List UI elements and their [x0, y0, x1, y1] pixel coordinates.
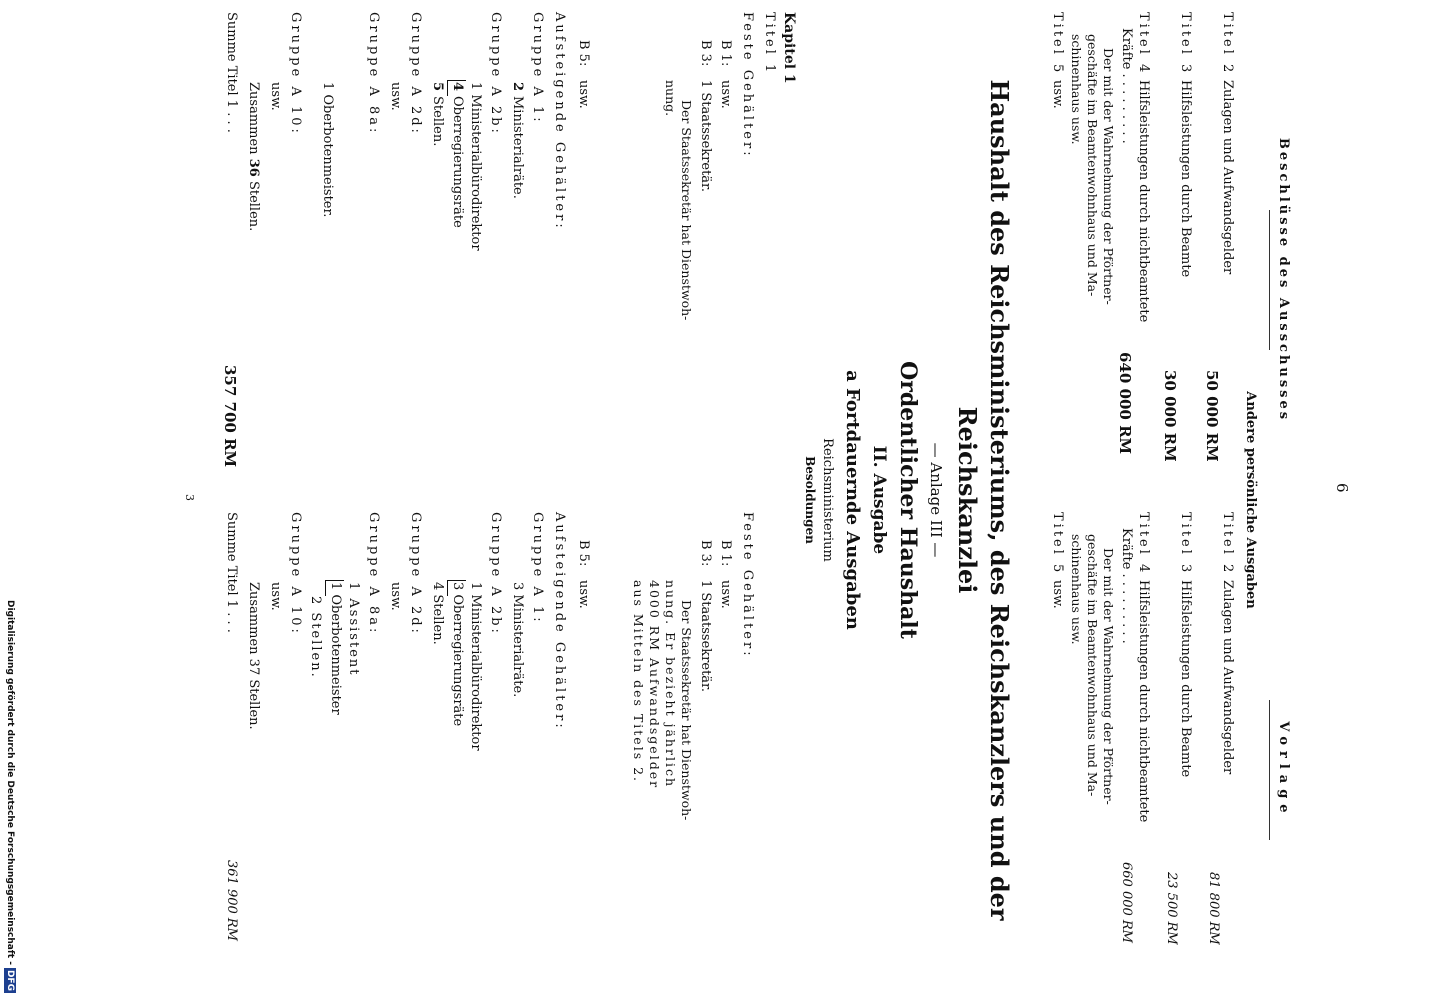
summe-titel1: Summe Titel 1 . . . [224, 12, 239, 133]
a2d-text: usw. [388, 582, 403, 611]
b3-note4: aus Mitteln des Titels 2. [631, 580, 646, 784]
a2b-bracket [448, 580, 466, 581]
a8a-text: 1 Oberbotenmeister. [320, 82, 335, 218]
titel5-text: usw. [1050, 80, 1065, 109]
gruppe-a1: Gruppe A 1: [530, 12, 545, 125]
zusammen-pre: Zusammen [246, 82, 261, 155]
b5-text: usw. [576, 580, 591, 609]
b3-text: 1 Staatssekretär. [698, 580, 713, 692]
a10-text: usw. [268, 82, 283, 111]
summe-amount: 357 700 RM [221, 365, 239, 468]
feste-gehaelter: Feste Gehälter: [740, 12, 755, 159]
a1-text: 3 Ministerialräte. [510, 582, 525, 698]
titel3-amount: 30 000 RM [1161, 370, 1179, 462]
titel2-amount: 81 800 RM [1206, 872, 1221, 945]
a2b-sum-rule [447, 80, 448, 96]
a2b-bracket [448, 80, 466, 81]
right-heading-rule [1269, 700, 1270, 840]
dfg-watermark [4, 600, 16, 993]
b3-note1: Der Staatssekretär hat Dienstwoh- [679, 100, 694, 321]
b1-label: B 1: [718, 40, 733, 67]
a8a-line2: 1 Oberbotenmeister [328, 582, 343, 715]
gruppe-a2d: Gruppe A 2d: [408, 12, 423, 136]
titel2-label: Titel 2 [1220, 12, 1235, 76]
a2b-sum: Stellen. [430, 96, 445, 147]
gruppe-a2b: Gruppe A 2b: [488, 512, 503, 636]
dfg-logo-icon: DFG [5, 969, 15, 991]
b3-note3: 4000 RM Aufwandsgelder [647, 580, 662, 790]
b5-label: B 5: [576, 540, 591, 567]
feste-gehaelter: Feste Gehälter: [740, 512, 755, 659]
reichsministerium-label: Reichsministerium [820, 438, 835, 562]
a2b-sum: 4 Stellen. [430, 582, 445, 645]
b5-label: B 5: [576, 40, 591, 67]
a2b-line1: 1 Ministerialbürodirektor [468, 582, 483, 751]
page-number: 6 [1333, 483, 1351, 493]
gruppe-a10: Gruppe A 10: [288, 12, 303, 136]
titel2-label: Titel 2 [1220, 512, 1235, 576]
gruppe-a8a: Gruppe A 8a: [366, 512, 381, 636]
ausgabe-heading: II. Ausgabe [869, 445, 889, 555]
zusammen-count: 36 [246, 158, 261, 177]
a8a-sum: 2 Stellen. [308, 596, 323, 679]
titel3-text: Hilfsleistungen durch Beamte [1178, 580, 1193, 778]
titel4-note1: Der mit der Wahrnehmung der Pförtner- [1101, 48, 1116, 305]
a2b-line1: 1 Ministerialbürodirektor [468, 82, 483, 251]
titel4-note2: geschäfte im Beamtenwohnhaus und Ma- [1085, 34, 1100, 297]
titel5-text: usw. [1050, 580, 1065, 609]
titel3-amount: 23 500 RM [1164, 872, 1179, 945]
titel1-label: Titel 1 [762, 12, 777, 76]
summe-amount: 361 900 RM [224, 860, 239, 941]
gruppe-a2d: Gruppe A 2d: [408, 512, 423, 636]
dfg-watermark-text: Digitalisierung gefördert durch die Deutsche Forschungsgemeinschaft - [5, 600, 15, 965]
gruppe-a2b: Gruppe A 2b: [488, 12, 503, 136]
titel4-amount: 640 000 RM [1116, 352, 1134, 455]
fortdauernde-ausgaben: a Fortdauernde Ausgaben [842, 370, 863, 630]
b3-text: 1 Staatssekretär. [698, 80, 713, 192]
a8a-sum-rule [325, 580, 326, 596]
anlage-label: — Anlage III — [927, 442, 945, 558]
b3-note2: nung. Er bezieht jährlich [663, 580, 678, 789]
titel2-amount: 50 000 RM [1203, 370, 1221, 462]
titel5-label: Titel 5 [1050, 12, 1065, 76]
titel4-text: Hilfsleistungen durch nichtbeamtete [1136, 80, 1151, 323]
a8a-line1: 1 Assistent [346, 582, 361, 677]
titel2-text: Zulagen und Aufwandsgelder [1220, 580, 1235, 775]
aufsteigende-gehaelter: Aufsteigende Gehälter: [552, 512, 567, 731]
summe-titel1: Summe Titel 1 . . . [224, 512, 239, 633]
b1-text: usw. [718, 80, 733, 109]
titel4-text2: Kräfte . . . . . . . . . [1119, 528, 1134, 644]
a2b-sum-count: 5 [430, 82, 445, 92]
titel3-label: Titel 3 [1178, 512, 1193, 576]
a2b-line2: 3 Oberregierungsräte [450, 582, 465, 727]
aufsteigende-gehaelter: Aufsteigende Gehälter: [552, 12, 567, 231]
left-column-heading: Beschlüsse des Ausschusses [1276, 137, 1291, 423]
section-heading-other: Andere persönliche Ausgaben [1243, 391, 1258, 609]
titel3-label: Titel 3 [1178, 12, 1193, 76]
a1-text: Ministerialräte. [510, 96, 525, 199]
b3-note1: Der Staatssekretär hat Dienstwoh- [679, 600, 694, 821]
footer-page-number: 3 [183, 494, 196, 501]
a1-count: 2 [510, 82, 525, 92]
b5-text: usw. [576, 80, 591, 109]
haushalt-title-line2: Reichskanzlei [953, 406, 982, 594]
gruppe-a8a: Gruppe A 8a: [366, 12, 381, 136]
haushalt-title-line1: Haushalt des Reichsministeriums, des Reichskanzlers und der [985, 79, 1014, 921]
zusammen-label: Zusammen 37 Stellen. [246, 582, 261, 730]
titel4-note1: Der mit der Wahrnehmung der Pförtner- [1101, 548, 1116, 805]
ordentlicher-haushalt: Ordentlicher Haushalt [895, 361, 921, 639]
b1-label: B 1: [718, 540, 733, 567]
a2b-line2: Oberregierungsräte [450, 96, 465, 228]
zusammen-label [244, 82, 262, 231]
right-column-heading: Vorlage [1276, 721, 1291, 819]
a10-text: usw. [268, 582, 283, 611]
titel4-text: Hilfsleistungen durch nichtbeamtete [1136, 580, 1151, 823]
b1-text: usw. [718, 580, 733, 609]
gruppe-a10: Gruppe A 10: [288, 512, 303, 636]
titel4-note3: schinenhaus usw. [1069, 534, 1084, 645]
gruppe-a1: Gruppe A 1: [530, 512, 545, 625]
a8a-bracket [326, 580, 344, 581]
titel4-note3: schinenhaus usw. [1069, 34, 1084, 145]
b3-label: B 3: [698, 540, 713, 567]
titel4-label: Titel 4 [1136, 512, 1151, 576]
titel4-note2: geschäfte im Beamtenwohnhaus und Ma- [1085, 534, 1100, 797]
titel5-label: Titel 5 [1050, 512, 1065, 576]
a2d-text: usw. [388, 82, 403, 111]
besoldungen-label: Besoldungen [803, 456, 817, 544]
b3-note2: nung. [663, 80, 678, 117]
titel3-text: Hilfsleistungen durch Beamte [1178, 80, 1193, 278]
left-heading-rule [1269, 210, 1270, 350]
titel4-text2: Kräfte . . . . . . . . . [1119, 28, 1134, 144]
titel4-label: Titel 4 [1136, 12, 1151, 76]
a2b-sum-rule [447, 580, 448, 596]
a2b-line2-count: 4 [450, 82, 465, 92]
b3-label: B 3: [698, 40, 713, 67]
titel4-amount: 660 000 RM [1119, 862, 1134, 943]
titel2-text: Zulagen und Aufwandsgelder [1220, 80, 1235, 275]
kapitel-label: Kapitel 1 [781, 12, 797, 84]
zusammen-post: Stellen. [246, 180, 261, 232]
